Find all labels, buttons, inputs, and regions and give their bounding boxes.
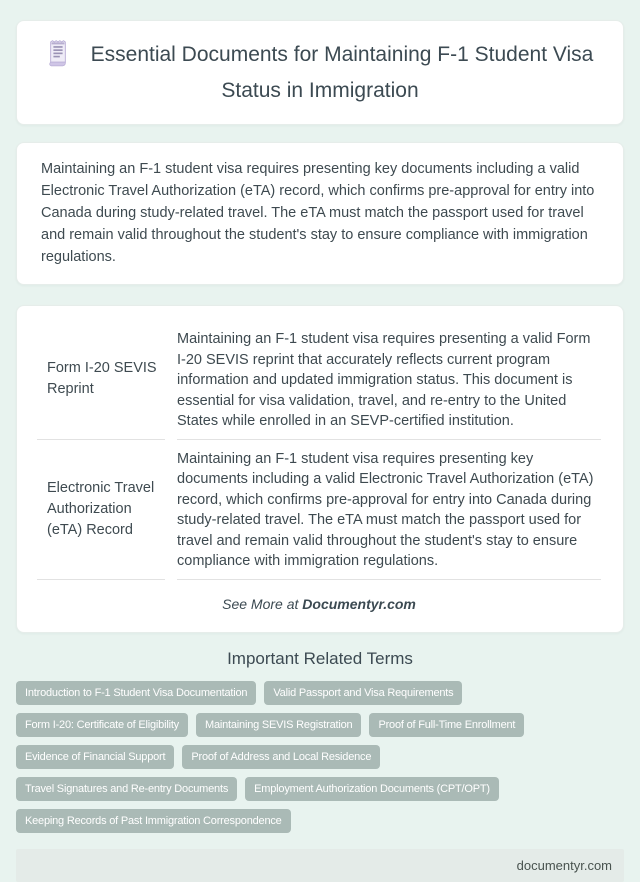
tag-travel-signatures-reentry[interactable]: Travel Signatures and Re-entry Documents [16,777,237,801]
see-more-prefix: See More at [222,595,303,612]
tag-row [16,713,624,737]
see-more-line [37,596,601,612]
document-term: Form I-20 SEVIS Reprint [37,320,165,440]
tag-employment-authorization-cpt-opt[interactable]: Employment Authorization Documents (CPT/OPT) [245,777,499,801]
tag-maintaining-sevis-registration[interactable]: Maintaining SEVIS Registration [196,713,361,737]
tag-introduction-f1-documentation[interactable]: Introduction to F-1 Student Visa Documentation [16,681,256,705]
intro-card [16,142,624,285]
footer-site-name: documentyr.com [516,857,612,873]
document-description: Maintaining an F-1 student visa requires presenting key documents including a valid Electronic Travel Authorization (eTA) record, which confirms pre-approval for entry into Canada during study-related travel. The eTA must match the passport used for travel and remain valid throughout the student's stay to ensure compliance with immigration regulations. [177,440,601,580]
tag-row [16,777,624,801]
page-title-text: Essential Documents for Maintaining F-1 Student Visa Status in Immigration [90,43,594,102]
intro-paragraph: Maintaining an F-1 student visa requires presenting key documents including a valid Electronic Travel Authorization (eTA) record, which confirms pre-approval for entry into Canada during study-related travel. The eTA must match the passport used for travel and remain valid throughout the student's stay to ensure compliance with immigration regulations. [41,161,595,265]
table-row [37,320,601,440]
brand-name: Documentyr.com [302,595,416,612]
tag-form-i20-certificate[interactable]: Form I-20: Certificate of Eligibility [16,713,188,737]
tag-row [16,681,624,705]
footer-bar [16,849,624,882]
page [0,20,640,882]
document-term: Electronic Travel Authorization (eTA) Record [37,440,165,580]
table-row [37,440,601,580]
tag-row [16,745,624,769]
title-card [16,20,624,125]
related-terms-heading: Important Related Terms [227,648,413,668]
tag-evidence-financial-support[interactable]: Evidence of Financial Support [16,745,174,769]
tag-keeping-records-correspondence[interactable]: Keeping Records of Past Immigration Correspondence [16,809,291,833]
documents-table-card [16,305,624,633]
receipt-icon [47,39,69,76]
tag-proof-fulltime-enrollment[interactable]: Proof of Full-Time Enrollment [369,713,524,737]
tag-row [16,809,624,833]
tag-proof-address-local-residence[interactable]: Proof of Address and Local Residence [182,745,380,769]
document-description: Maintaining an F-1 student visa requires presenting a valid Form I-20 SEVIS reprint that accurately reflects current program information and updated immigration status. This document is essential for visa validation, travel, and re-entry to the United States while enrolled in an SEVP-certified institution. [177,320,601,440]
page-title [45,39,595,106]
related-terms-tags [16,681,624,833]
tag-valid-passport-visa-requirements[interactable]: Valid Passport and Visa Requirements [264,681,462,705]
